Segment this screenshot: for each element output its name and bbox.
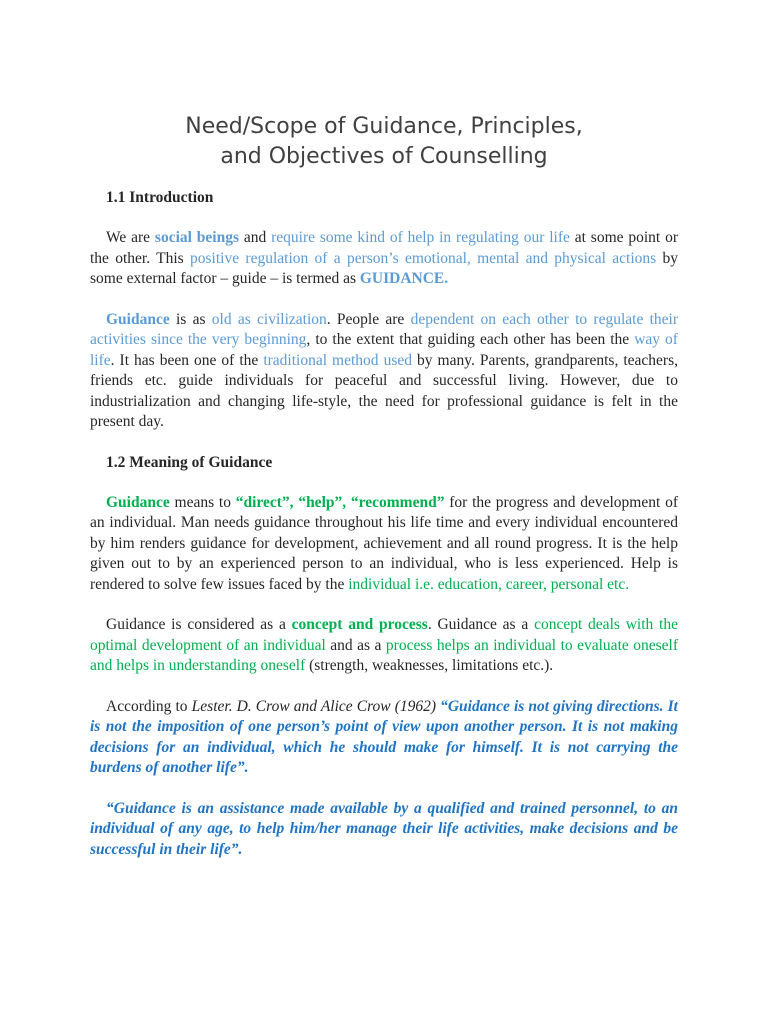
highlight-span: positive regulation of a person’s emotional, mental and physical actions [190, 249, 657, 267]
highlight-span: social beings [154, 229, 239, 246]
highlight-span: GUIDANCE. [359, 270, 449, 287]
quote-span: “Guidance is not giving directions. It is not the imposition of one person’s point of view upon another person. It is not making decisions for an individual, which he should make for himself. It is not carrying the burdens of another life”. [90, 697, 678, 776]
text-span: . It has been one of the [110, 351, 264, 369]
highlight-span: “direct”, “help”, “recommend” [235, 493, 445, 511]
text-span: by many. Parents, grandparents, teachers, friends etc. guide individuals for peaceful and successful living. However, due to industrialization and changing life-style, the need for professional guidance is felt in the present day. [90, 351, 678, 430]
section-heading-introduction: 1.1 Introduction [106, 189, 214, 206]
text-span: . People are [326, 310, 411, 328]
text-span: by some external factor – guide – is termed as [90, 249, 678, 287]
intro-paragraph-2 [90, 310, 678, 433]
document-title [0, 112, 768, 172]
text-span: . Guidance as a [427, 616, 535, 633]
meaning-paragraph-2 [90, 615, 678, 677]
meaning-paragraph-1 [90, 493, 678, 596]
text-span: According to [106, 697, 192, 715]
highlight-span: concept and process [291, 616, 428, 633]
section-heading-meaning: 1.2 Meaning of Guidance [106, 453, 273, 471]
text-span: (strength, weaknesses, limitations etc.). [305, 657, 554, 674]
meaning-paragraph-3 [90, 697, 678, 779]
intro-paragraph-1 [90, 228, 678, 290]
highlight-span: process helps an individual to evaluate oneself and helps in understanding oneself [90, 636, 679, 674]
text-span: We are [106, 229, 155, 246]
title-line-1: Need/Scope of Guidance, Principles, [185, 114, 583, 139]
text-span: at some point or the other. This [90, 229, 678, 267]
highlight-span: dependent on each other to regulate their activities since the very beginning [90, 310, 678, 348]
text-span: is as [169, 310, 212, 328]
text-span: for the progress and development of an individual. Man needs guidance throughout his life time and every individual encountered by him renders guidance for development, achievement and all round progress. It is the help given out to by an experienced person to an individual, who is less experienced. Help is rendered to solve few issues faced by the [90, 493, 678, 593]
text-span: Guidance is considered as a [106, 616, 292, 633]
highlight-span: require some kind of help in regulating our life [271, 229, 570, 246]
text-span: and as a [325, 636, 386, 654]
highlight-span: Guidance [106, 310, 170, 328]
text-span: and [239, 229, 272, 246]
highlight-span: way of life [90, 331, 678, 369]
highlight-span: old as civilization [211, 310, 327, 328]
highlight-span: traditional method used [263, 351, 412, 369]
text-span: means to [169, 493, 236, 511]
highlight-span: individual i.e. education, career, personal etc. [348, 575, 630, 593]
quote-span: “Guidance is an assistance made available by a qualified and trained personnel, to an individual of any age, to help him/her manage their life activities, make decisions and be successful in their life”. [90, 799, 678, 858]
text-span: , to the extent that guiding each other has been the [306, 331, 635, 348]
citation-span: Lester. D. Crow and Alice Crow (1962) [191, 697, 437, 715]
highlight-span: concept deals with the optimal development of an individual [90, 616, 678, 654]
document-body [90, 188, 678, 880]
meaning-paragraph-4 [90, 799, 678, 861]
highlight-span: Guidance [106, 493, 170, 511]
title-line-2: and Objectives of Counselling [220, 144, 548, 169]
